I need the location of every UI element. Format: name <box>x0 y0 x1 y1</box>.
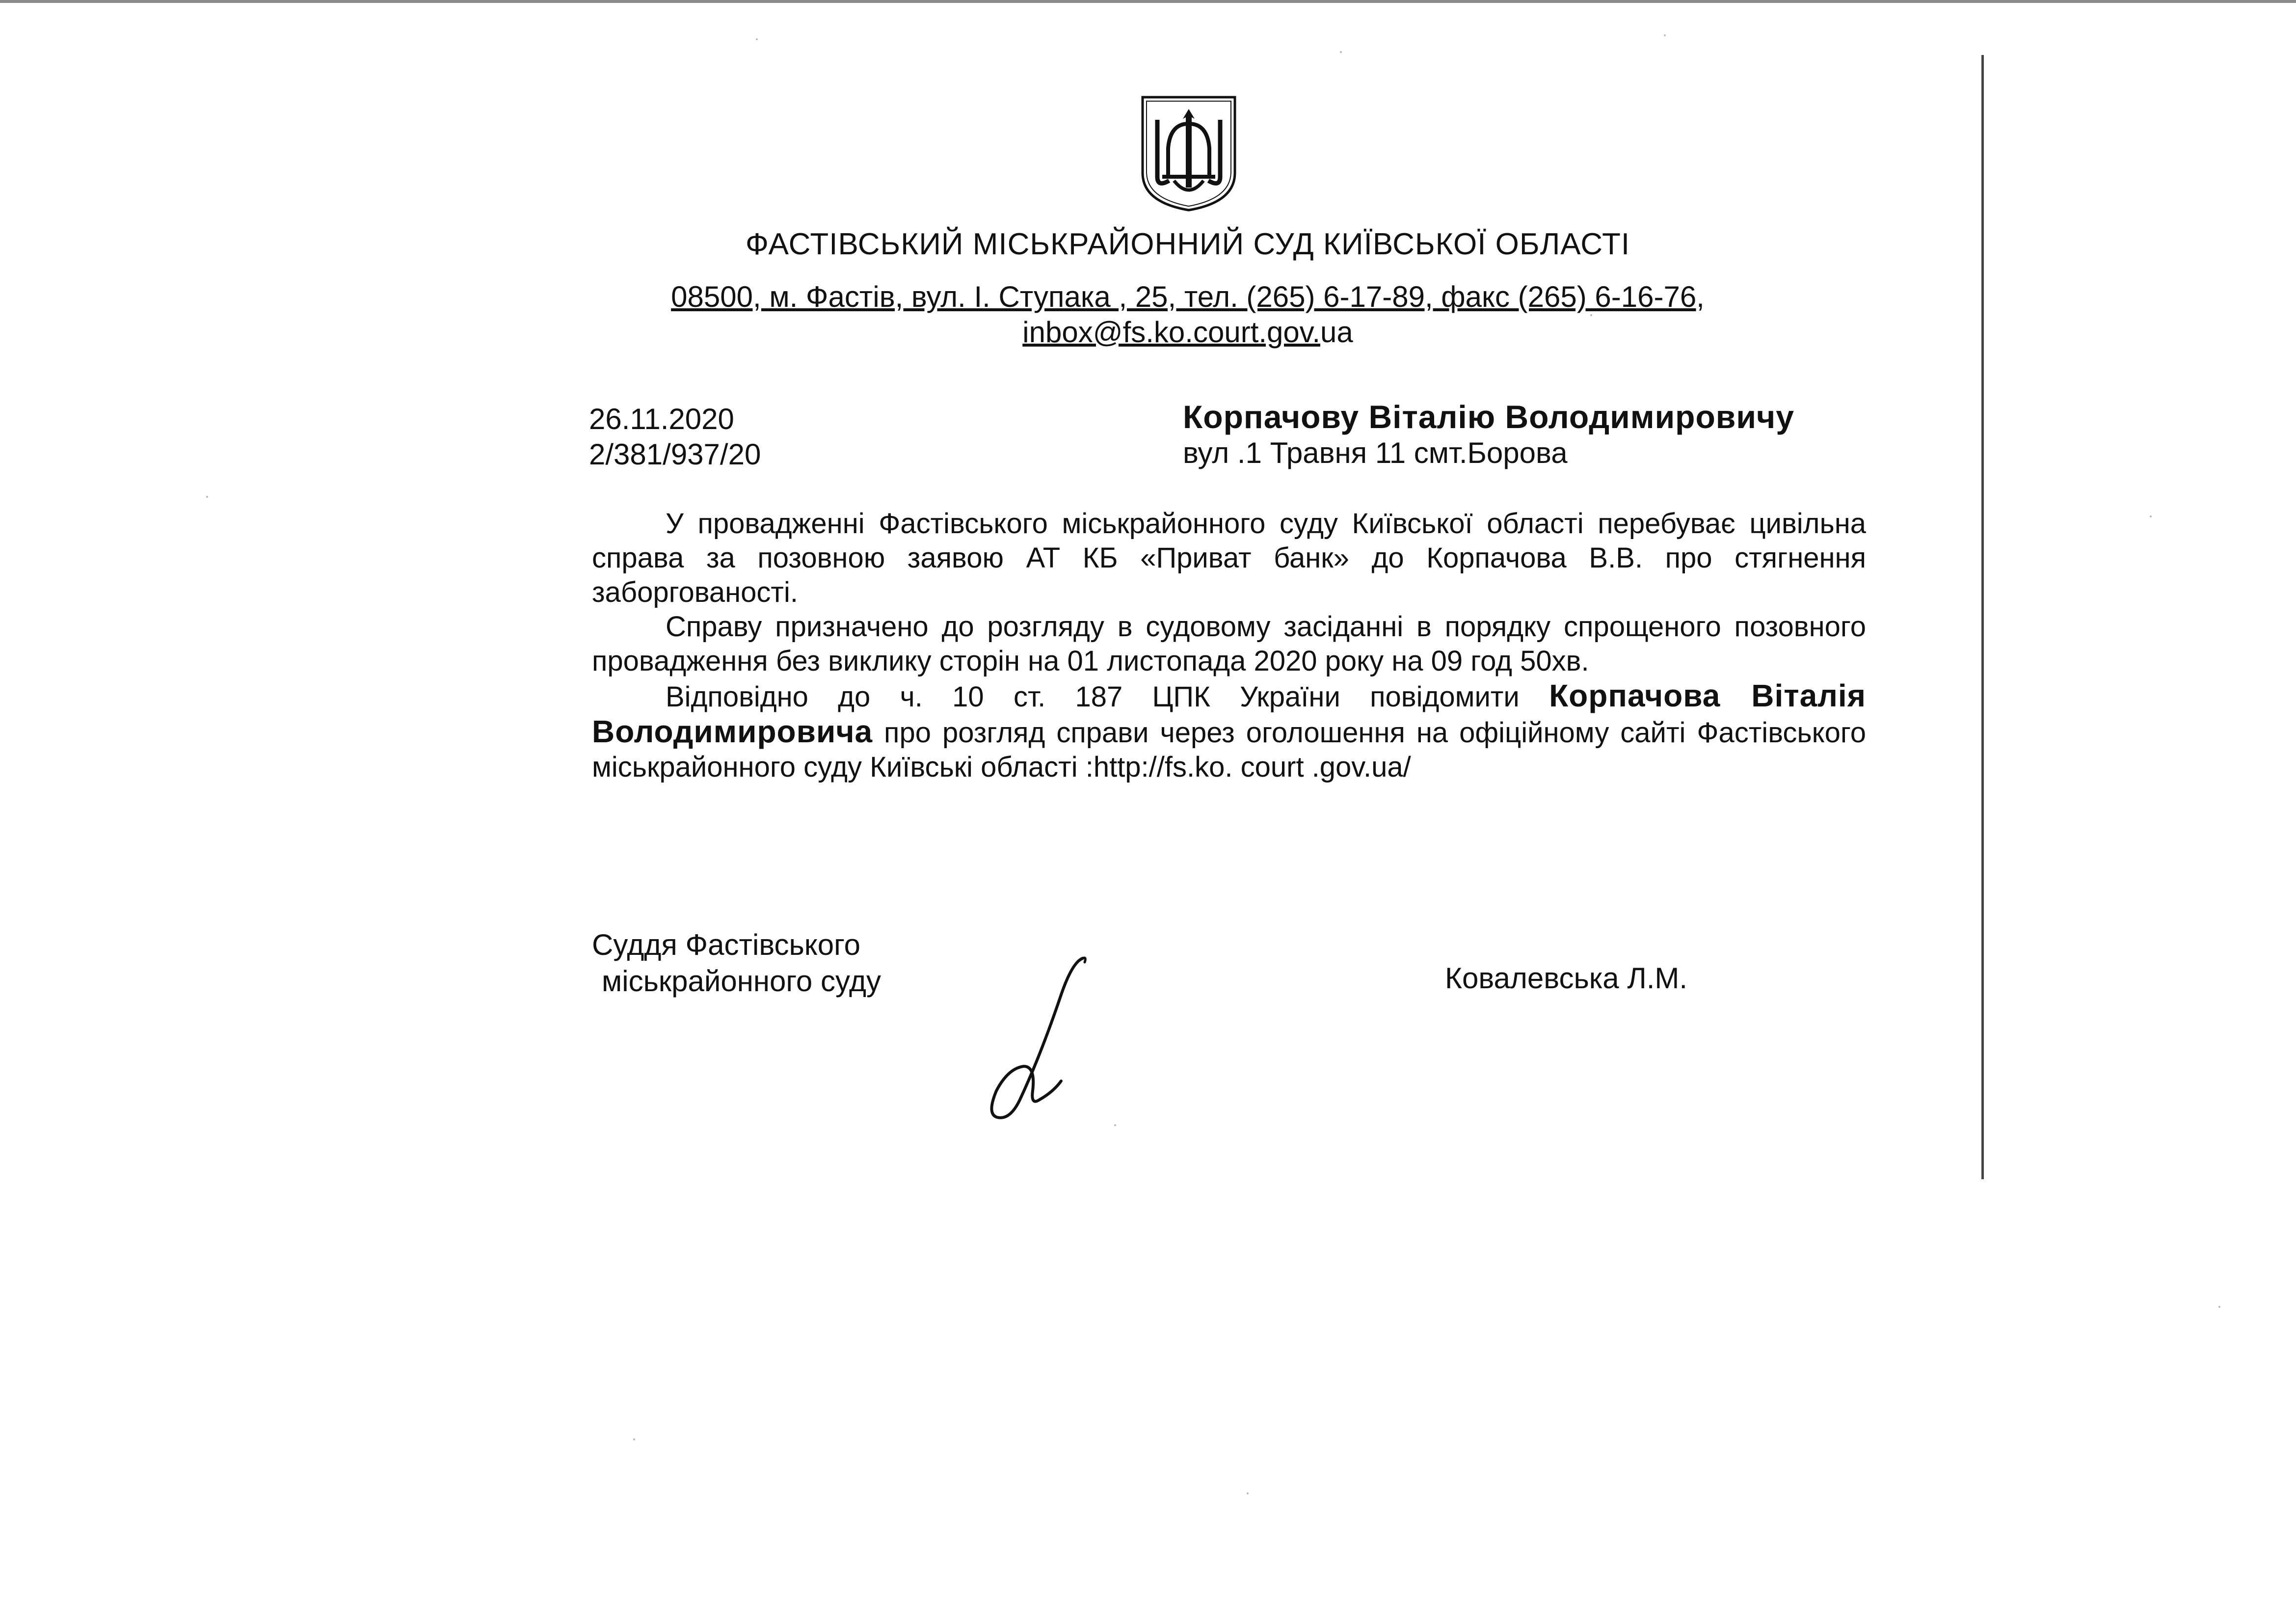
judge-name: Ковалевська Л.М. <box>1445 962 1688 995</box>
scan-speck <box>206 496 208 498</box>
body-paragraph <box>592 678 1866 784</box>
scan-speck <box>1340 51 1342 53</box>
scan-speck <box>1247 1492 1249 1494</box>
judge-title-line: Суддя Фастівського <box>592 928 861 961</box>
court-email <box>589 315 1787 349</box>
judge-title <box>592 927 881 1000</box>
scan-speck <box>1664 34 1666 36</box>
scan-speck <box>2218 1306 2220 1308</box>
tryzub-coat-of-arms-icon <box>1140 94 1238 212</box>
letter-body <box>592 507 1866 784</box>
paragraph-text: про розгляд справи через оголошення на офіційному сайті Фастівського міськрайонного суду Київські області :http://fs.ko. court .gov.ua/ <box>592 717 1866 783</box>
paragraph-text: Відповідно до ч. 10 ст. 187 ЦПК України повідомити <box>666 681 1549 713</box>
court-name-heading: ФАСТІВСЬКИЙ МІСЬКРАЙОННИЙ СУД КИЇВСЬКОЇ ОБЛАСТІ <box>745 227 1630 261</box>
recipient-address: вул .1 Травня 11 смт.Борова <box>1183 436 1568 469</box>
scan-speck <box>633 1438 635 1440</box>
scan-edge <box>0 0 2296 3</box>
court-email-link: inbox@fs.ko.court.gov. <box>1022 316 1320 349</box>
recipient-block <box>1183 399 1794 471</box>
margin-rule <box>1981 55 1984 1179</box>
body-paragraph: У провадженні Фастівського міськрайонного суду Київської області перебуває цивільна справа за позовною заявою АТ КБ «Приват банк» до Корпачова В.В. про стягнення заборгованості. <box>592 508 1866 608</box>
scan-speck <box>756 38 758 40</box>
defendant-name: Корпачова Віталія Володимировича <box>592 678 1867 749</box>
court-address: 08500, м. Фастів, вул. І. Ступака , 25, тел. (265) 6-17-89, факс (265) 6-16-76, <box>671 280 1705 313</box>
letter-date: 26.11.2020 <box>589 403 734 435</box>
handwritten-signature-icon <box>982 952 1099 1124</box>
court-email-tld: ua <box>1320 316 1353 349</box>
outgoing-details <box>589 402 761 472</box>
scan-speck <box>1114 1124 1116 1126</box>
scan-speck <box>2150 515 2152 517</box>
judge-title-line: міськрайонного суду <box>602 965 881 998</box>
body-paragraph: Справу призначено до розгляду в судовому засіданні в порядку спрощеного позовного провадження без виклику сторін на 01 листопада 2020 року на 09 год 50хв. <box>592 611 1866 677</box>
recipient-name: Корпачову Віталію Володимировичу <box>1183 399 1794 435</box>
reference-number: 2/381/937/20 <box>589 438 761 471</box>
